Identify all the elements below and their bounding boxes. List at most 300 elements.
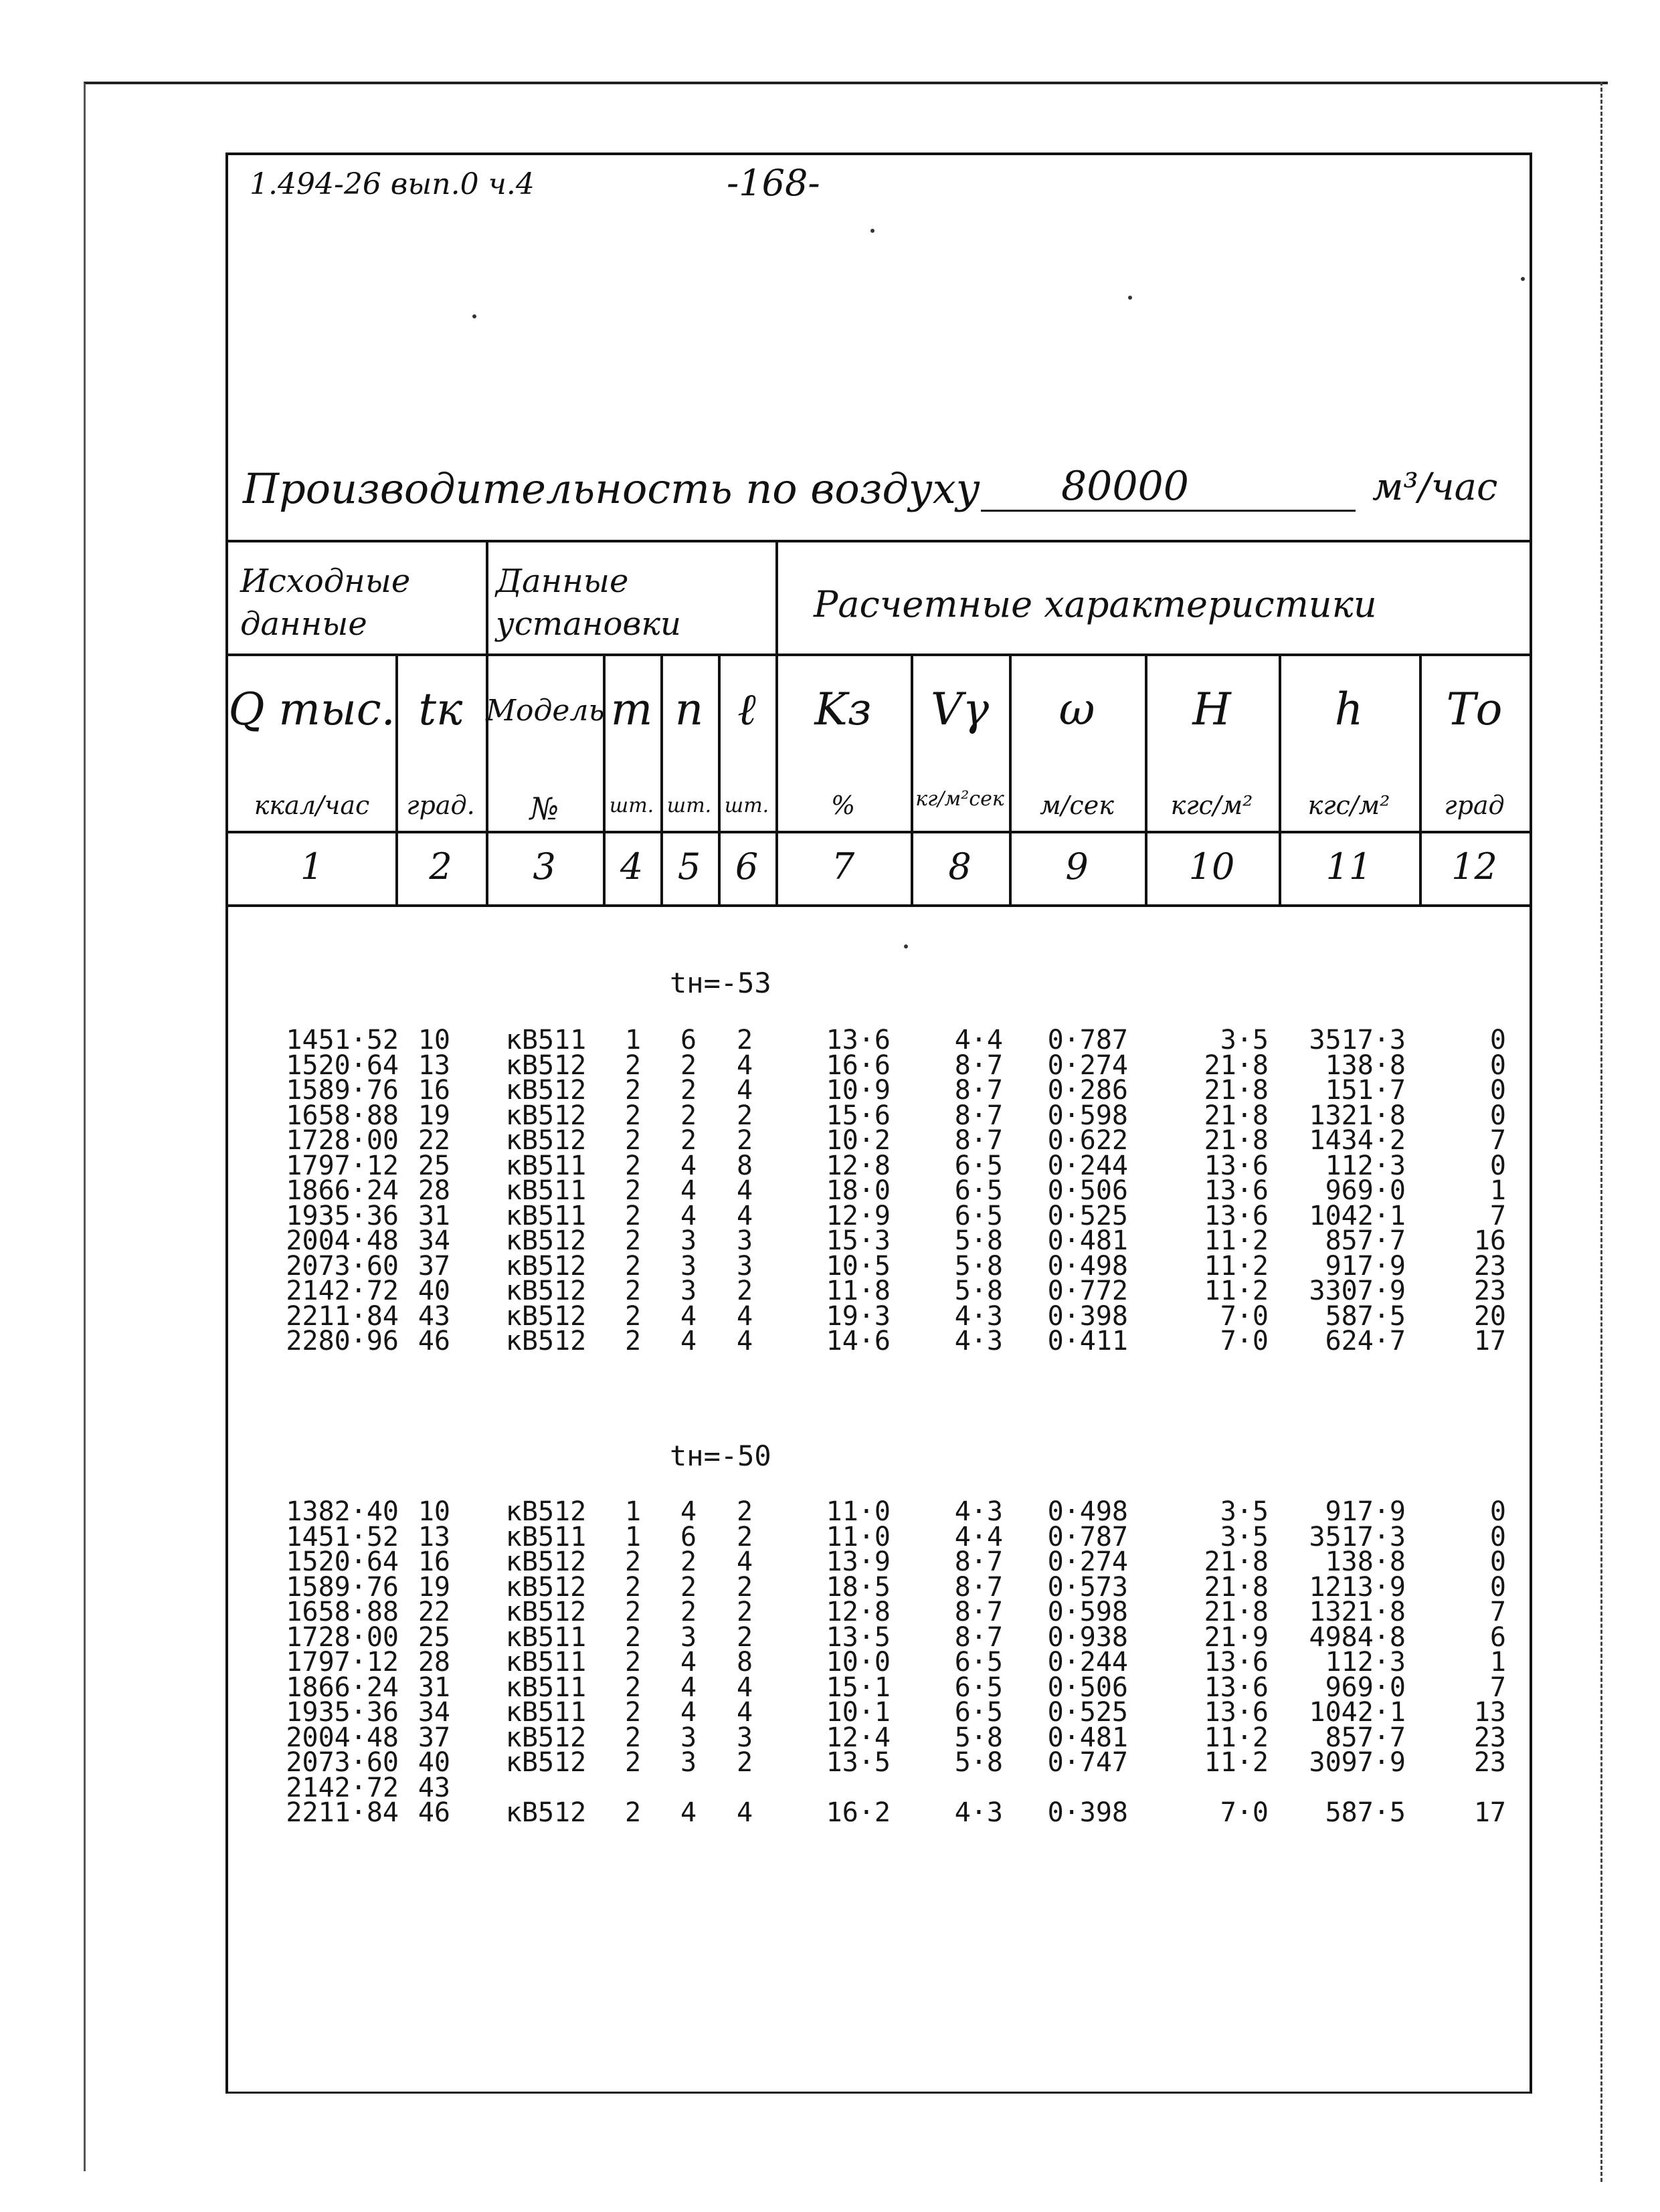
cell-col-11: 1321·8 (1309, 1597, 1406, 1627)
table-row (228, 1672, 1530, 1703)
cell-col-6: 2 (736, 1747, 753, 1778)
cell-col-3: кВ512 (505, 1075, 587, 1106)
cell-col-2: 28 (418, 1175, 450, 1206)
cell-col-5: 4 (680, 1175, 697, 1206)
cell-col-7: 10·9 (826, 1075, 891, 1106)
cell-col-1: 2004·48 (286, 1722, 399, 1753)
cell-col-6: 2 (736, 1496, 753, 1527)
cell-col-7: 12·4 (826, 1722, 891, 1753)
cell-col-7: 18·5 (826, 1572, 891, 1603)
cell-col-1: 1866·24 (286, 1175, 399, 1206)
cell-col-12: 23 (1473, 1747, 1506, 1778)
cell-col-5: 2 (680, 1572, 697, 1603)
col-1-symbol: Q тыс. (228, 684, 395, 735)
cell-col-4: 2 (624, 1276, 642, 1306)
cell-col-8: 8·7 (954, 1050, 1003, 1081)
table-row (228, 1572, 1530, 1603)
cell-col-6: 4 (736, 1797, 753, 1828)
cell-col-1: 2211·84 (286, 1797, 399, 1828)
cell-col-10: 3·5 (1220, 1496, 1269, 1527)
cell-col-7: 16·6 (826, 1050, 891, 1081)
cell-col-11: 969·0 (1325, 1672, 1406, 1703)
cell-col-3: кВ512 (505, 1747, 587, 1778)
cell-col-2: 19 (418, 1100, 450, 1131)
cell-col-7: 12·9 (826, 1201, 891, 1231)
cell-col-11: 1042·1 (1309, 1697, 1406, 1728)
cell-col-1: 1589·76 (286, 1572, 399, 1603)
table-row (228, 1100, 1530, 1131)
cell-col-8: 6·5 (954, 1150, 1003, 1181)
cell-col-8: 4·4 (954, 1522, 1003, 1552)
cell-col-10: 21·8 (1204, 1100, 1269, 1131)
col-5-number: 5 (677, 845, 701, 888)
cell-col-5: 3 (680, 1722, 697, 1753)
cell-col-12: 23 (1473, 1276, 1506, 1306)
cell-col-9: 0·498 (1047, 1251, 1128, 1282)
cell-col-8: 5·8 (954, 1225, 1003, 1256)
table-row (228, 1075, 1530, 1106)
cell-col-9: 0·286 (1047, 1075, 1128, 1106)
cell-col-11: 1042·1 (1309, 1201, 1406, 1231)
col-1-number: 1 (300, 845, 324, 888)
cell-col-9: 0·481 (1047, 1225, 1128, 1256)
cell-col-5: 4 (680, 1326, 697, 1356)
cell-col-10: 11·2 (1204, 1747, 1269, 1778)
cell-col-7: 18·0 (826, 1175, 891, 1206)
cell-col-7: 15·1 (826, 1672, 891, 1703)
cell-col-1: 2142·72 (286, 1276, 399, 1306)
col-9-number: 9 (1065, 845, 1089, 888)
cell-col-6: 2 (736, 1276, 753, 1306)
cell-col-8: 4·3 (954, 1326, 1003, 1356)
cell-col-12: 6 (1489, 1622, 1506, 1653)
cell-col-6: 4 (736, 1326, 753, 1356)
cell-col-8: 8·7 (954, 1075, 1003, 1106)
cell-col-11: 587·5 (1325, 1301, 1406, 1332)
cell-col-11: 138·8 (1325, 1050, 1406, 1081)
cell-col-12: 13 (1473, 1697, 1506, 1728)
cell-col-1: 2211·84 (286, 1301, 399, 1332)
cell-col-11: 3307·9 (1309, 1276, 1406, 1306)
scan-speck (1128, 296, 1132, 300)
cell-col-6: 2 (736, 1100, 753, 1131)
col-11-unit: кгс/м² (1307, 791, 1390, 820)
cell-col-1: 2073·60 (286, 1251, 399, 1282)
header-bottom-rule (228, 904, 1530, 907)
table-row (228, 1622, 1530, 1653)
cell-col-8: 6·5 (954, 1672, 1003, 1703)
cell-col-4: 2 (624, 1697, 642, 1728)
cell-col-6: 2 (736, 1622, 753, 1653)
cell-col-5: 2 (680, 1075, 697, 1106)
cell-col-8: 6·5 (954, 1647, 1003, 1678)
cell-col-7: 10·5 (826, 1251, 891, 1282)
cell-col-12: 7 (1489, 1597, 1506, 1627)
cell-col-2: 25 (418, 1150, 450, 1181)
cell-col-11: 1434·2 (1309, 1125, 1406, 1156)
cell-col-3: кВ511 (505, 1150, 587, 1181)
cell-col-11: 917·9 (1325, 1496, 1406, 1527)
cell-col-12: 0 (1489, 1572, 1506, 1603)
cell-col-10: 13·6 (1204, 1672, 1269, 1703)
cell-col-1: 2004·48 (286, 1225, 399, 1256)
cell-col-2: 16 (418, 1075, 450, 1106)
cell-col-3: кВ511 (505, 1201, 587, 1231)
cell-col-8: 8·7 (954, 1125, 1003, 1156)
cell-col-5: 2 (680, 1050, 697, 1081)
cell-col-3: кВ512 (505, 1125, 587, 1156)
cell-col-4: 2 (624, 1150, 642, 1181)
cell-col-2: 43 (418, 1773, 450, 1803)
cell-col-10: 11·2 (1204, 1251, 1269, 1282)
cell-col-9: 0·747 (1047, 1747, 1128, 1778)
cell-col-2: 46 (418, 1326, 450, 1356)
drawing-sheet (225, 153, 1532, 2094)
cell-col-10: 21·8 (1204, 1075, 1269, 1106)
cell-col-7: 13·5 (826, 1622, 891, 1653)
table-row (228, 1301, 1530, 1332)
cell-col-1: 1451·52 (286, 1522, 399, 1552)
cell-col-9: 0·787 (1047, 1025, 1128, 1055)
cell-col-11: 624·7 (1325, 1326, 1406, 1356)
table-row (228, 1496, 1530, 1527)
col-11-symbol: h (1334, 684, 1364, 735)
col-7-symbol: Kз (814, 684, 872, 735)
cell-col-5: 4 (680, 1301, 697, 1332)
table-row (228, 1201, 1530, 1231)
cell-col-5: 3 (680, 1276, 697, 1306)
cell-col-5: 4 (680, 1496, 697, 1527)
cell-col-1: 1658·88 (286, 1597, 399, 1627)
cell-col-8: 6·5 (954, 1175, 1003, 1206)
group-unit-data: Данные установки (496, 563, 681, 643)
cell-col-2: 34 (418, 1225, 450, 1256)
cell-col-5: 6 (680, 1522, 697, 1552)
cell-col-2: 34 (418, 1697, 450, 1728)
cell-col-9: 0·506 (1047, 1672, 1128, 1703)
cell-col-12: 0 (1489, 1522, 1506, 1552)
col-5-unit: шт. (666, 794, 712, 817)
cell-col-4: 2 (624, 1301, 642, 1332)
cell-col-12: 0 (1489, 1075, 1506, 1106)
cell-col-6: 2 (736, 1025, 753, 1055)
cell-col-2: 10 (418, 1025, 450, 1055)
cell-col-9: 0·244 (1047, 1150, 1128, 1181)
cell-col-7: 15·6 (826, 1100, 891, 1131)
cell-col-1: 1658·88 (286, 1100, 399, 1131)
cell-col-4: 2 (624, 1125, 642, 1156)
cell-col-10: 7·0 (1220, 1326, 1269, 1356)
cell-col-6: 3 (736, 1251, 753, 1282)
table-row (228, 1050, 1530, 1081)
cell-col-12: 0 (1489, 1050, 1506, 1081)
section-tn-53-rows (228, 1025, 1530, 1356)
cell-col-5: 2 (680, 1125, 697, 1156)
cell-col-11: 1321·8 (1309, 1100, 1406, 1131)
cell-col-1: 1797·12 (286, 1647, 399, 1678)
cell-col-4: 2 (624, 1075, 642, 1106)
cell-col-2: 31 (418, 1672, 450, 1703)
col-2-unit: град. (406, 791, 475, 820)
cell-col-4: 2 (624, 1251, 642, 1282)
cell-col-11: 3097·9 (1309, 1747, 1406, 1778)
col-9-unit: м/сек (1040, 791, 1114, 820)
cell-col-3: кВ512 (505, 1251, 587, 1282)
cell-col-8: 5·8 (954, 1747, 1003, 1778)
cell-col-12: 1 (1489, 1647, 1506, 1678)
cell-col-7: 16·2 (826, 1797, 891, 1828)
cell-col-10: 21·9 (1204, 1622, 1269, 1653)
cell-col-3: кВ512 (505, 1276, 587, 1306)
col-2-symbol: tк (418, 684, 463, 735)
cell-col-7: 13·5 (826, 1747, 891, 1778)
cell-col-12: 17 (1473, 1797, 1506, 1828)
page-number: -168- (727, 162, 820, 204)
cell-col-9: 0·411 (1047, 1326, 1128, 1356)
cell-col-11: 138·8 (1325, 1546, 1406, 1577)
cell-col-8: 8·7 (954, 1100, 1003, 1131)
cell-col-10: 11·2 (1204, 1276, 1269, 1306)
cell-col-6: 8 (736, 1647, 753, 1678)
cell-col-9: 0·506 (1047, 1175, 1128, 1206)
cell-col-4: 2 (624, 1546, 642, 1577)
cell-col-1: 1589·76 (286, 1075, 399, 1106)
table-row (228, 1125, 1530, 1156)
cell-col-10: 13·6 (1204, 1201, 1269, 1231)
cell-col-10: 13·6 (1204, 1150, 1269, 1181)
cell-col-5: 4 (680, 1697, 697, 1728)
scan-speck (472, 314, 476, 318)
cell-col-2: 16 (418, 1546, 450, 1577)
cell-col-7: 11·0 (826, 1522, 891, 1552)
cell-col-7: 13·6 (826, 1025, 891, 1055)
cell-col-12: 23 (1473, 1251, 1506, 1282)
cell-col-10: 21·8 (1204, 1125, 1269, 1156)
cell-col-2: 28 (418, 1647, 450, 1678)
cell-col-10: 3·5 (1220, 1025, 1269, 1055)
cell-col-4: 2 (624, 1050, 642, 1081)
section-tn-50-rows (228, 1496, 1530, 1844)
cell-col-12: 23 (1473, 1722, 1506, 1753)
cell-col-5: 2 (680, 1546, 697, 1577)
cell-col-5: 4 (680, 1201, 697, 1231)
cell-col-1: 1520·64 (286, 1050, 399, 1081)
cell-col-7: 19·3 (826, 1301, 891, 1332)
cell-col-5: 3 (680, 1622, 697, 1653)
cell-col-1: 1797·12 (286, 1150, 399, 1181)
cell-col-9: 0·481 (1047, 1722, 1128, 1753)
cell-col-11: 3517·3 (1309, 1522, 1406, 1552)
cell-col-6: 2 (736, 1522, 753, 1552)
cell-col-4: 2 (624, 1100, 642, 1131)
cell-col-6: 4 (736, 1697, 753, 1728)
col-3-number: 3 (533, 845, 556, 888)
cell-col-4: 2 (624, 1175, 642, 1206)
cell-col-1: 1728·00 (286, 1622, 399, 1653)
cell-col-10: 13·6 (1204, 1697, 1269, 1728)
table-row (228, 1276, 1530, 1306)
col-11-number: 11 (1325, 845, 1372, 888)
cell-col-11: 857·7 (1325, 1722, 1406, 1753)
col-10-number: 10 (1188, 845, 1235, 888)
cell-col-11: 969·0 (1325, 1175, 1406, 1206)
col-4-number: 4 (620, 845, 644, 888)
cell-col-8: 8·7 (954, 1597, 1003, 1627)
cell-col-12: 0 (1489, 1546, 1506, 1577)
cell-col-5: 4 (680, 1797, 697, 1828)
cell-col-10: 7·0 (1220, 1301, 1269, 1332)
cell-col-3: кВ512 (505, 1326, 587, 1356)
cell-col-3: кВ511 (505, 1622, 587, 1653)
cell-col-11: 857·7 (1325, 1225, 1406, 1256)
cell-col-12: 7 (1489, 1201, 1506, 1231)
cell-col-5: 2 (680, 1597, 697, 1627)
cell-col-12: 17 (1473, 1326, 1506, 1356)
cell-col-12: 1 (1489, 1175, 1506, 1206)
cell-col-4: 2 (624, 1722, 642, 1753)
cell-col-11: 112·3 (1325, 1150, 1406, 1181)
cell-col-11: 587·5 (1325, 1797, 1406, 1828)
cell-col-8: 4·4 (954, 1025, 1003, 1055)
cell-col-6: 4 (736, 1201, 753, 1231)
cell-col-7: 12·8 (826, 1150, 891, 1181)
cell-col-4: 2 (624, 1647, 642, 1678)
cell-col-4: 1 (624, 1496, 642, 1527)
cell-col-1: 1935·36 (286, 1201, 399, 1231)
cell-col-4: 2 (624, 1797, 642, 1828)
cell-col-2: 37 (418, 1722, 450, 1753)
col-2-number: 2 (429, 845, 452, 888)
col-3-unit: № (529, 791, 559, 827)
cell-col-4: 2 (624, 1622, 642, 1653)
cell-col-9: 0·398 (1047, 1301, 1128, 1332)
cell-col-3: кВ512 (505, 1722, 587, 1753)
cell-col-10: 21·8 (1204, 1050, 1269, 1081)
group-rule (228, 653, 1530, 656)
col-6-symbol: ℓ (737, 684, 756, 735)
cell-col-3: кВ511 (505, 1672, 587, 1703)
table-row (228, 1597, 1530, 1627)
cell-col-6: 3 (736, 1225, 753, 1256)
cell-col-3: кВ512 (505, 1572, 587, 1603)
cell-col-9: 0·525 (1047, 1697, 1128, 1728)
cell-col-6: 2 (736, 1597, 753, 1627)
col-7-unit: % (830, 791, 856, 820)
cell-col-12: 16 (1473, 1225, 1506, 1256)
cell-col-9: 0·622 (1047, 1125, 1128, 1156)
cell-col-6: 4 (736, 1175, 753, 1206)
col-5-symbol: n (674, 684, 704, 735)
cell-col-12: 0 (1489, 1496, 1506, 1527)
cell-col-2: 10 (418, 1496, 450, 1527)
cell-col-5: 3 (680, 1225, 697, 1256)
cell-col-3: кВ511 (505, 1175, 587, 1206)
cell-col-2: 25 (418, 1622, 450, 1653)
table-row (228, 1647, 1530, 1678)
cell-col-1: 2142·72 (286, 1773, 399, 1803)
cell-col-4: 1 (624, 1025, 642, 1055)
cell-col-5: 3 (680, 1251, 697, 1282)
cell-col-6: 4 (736, 1301, 753, 1332)
cell-col-3: кВ512 (505, 1597, 587, 1627)
cell-col-10: 3·5 (1220, 1522, 1269, 1552)
table-row (228, 1546, 1530, 1577)
cell-col-6: 2 (736, 1572, 753, 1603)
outer-page-frame-right (1600, 82, 1602, 2182)
cell-col-3: кВ511 (505, 1697, 587, 1728)
table-row (228, 1773, 1530, 1803)
col-8-unit: кг/м²сек (915, 787, 1004, 811)
group-calculated-characteristics: Расчетные характеристики (814, 583, 1377, 625)
cell-col-9: 0·787 (1047, 1522, 1128, 1552)
units-rule (228, 831, 1530, 833)
col-9-symbol: ω (1058, 684, 1095, 735)
cell-col-10: 21·8 (1204, 1546, 1269, 1577)
cell-col-7: 14·6 (826, 1326, 891, 1356)
cell-col-9: 0·598 (1047, 1597, 1128, 1627)
cell-col-3: кВ511 (505, 1025, 587, 1055)
cell-col-8: 8·7 (954, 1622, 1003, 1653)
col-12-symbol: Tо (1446, 684, 1503, 735)
cell-col-3: кВ512 (505, 1496, 587, 1527)
cell-col-2: 31 (418, 1201, 450, 1231)
cell-col-2: 40 (418, 1276, 450, 1306)
cell-col-1: 1451·52 (286, 1025, 399, 1055)
cell-col-1: 1520·64 (286, 1546, 399, 1577)
cell-col-8: 4·3 (954, 1496, 1003, 1527)
cell-col-4: 2 (624, 1747, 642, 1778)
cell-col-6: 3 (736, 1722, 753, 1753)
cell-col-1: 2073·60 (286, 1747, 399, 1778)
cell-col-9: 0·398 (1047, 1797, 1128, 1828)
cell-col-11: 112·3 (1325, 1647, 1406, 1678)
cell-col-6: 8 (736, 1150, 753, 1181)
cell-col-3: кВ512 (505, 1225, 587, 1256)
table-row (228, 1150, 1530, 1181)
cell-col-7: 12·8 (826, 1597, 891, 1627)
group-source-data: Исходные данные (240, 563, 411, 643)
cell-col-2: 22 (418, 1125, 450, 1156)
cell-col-11: 151·7 (1325, 1075, 1406, 1106)
table-top-rule (228, 540, 1530, 542)
cell-col-12: 0 (1489, 1025, 1506, 1055)
cell-col-3: кВ512 (505, 1050, 587, 1081)
cell-col-10: 11·2 (1204, 1722, 1269, 1753)
production-label: Производительность по воздуху (243, 464, 980, 513)
cell-col-9: 0·573 (1047, 1572, 1128, 1603)
cell-col-2: 19 (418, 1572, 450, 1603)
col-7-number: 7 (831, 845, 855, 888)
scan-speck (904, 944, 908, 948)
cell-col-2: 13 (418, 1050, 450, 1081)
cell-col-8: 6·5 (954, 1697, 1003, 1728)
cell-col-4: 2 (624, 1672, 642, 1703)
scan-speck (870, 229, 874, 233)
cell-col-10: 11·2 (1204, 1225, 1269, 1256)
cell-col-1: 1866·24 (286, 1672, 399, 1703)
cell-col-7: 10·2 (826, 1125, 891, 1156)
cell-col-12: 7 (1489, 1672, 1506, 1703)
table-row (228, 1326, 1530, 1356)
cell-col-10: 13·6 (1204, 1647, 1269, 1678)
section-label-tn-50: tн=-50 (670, 1439, 771, 1472)
cell-col-8: 5·8 (954, 1276, 1003, 1306)
cell-col-7: 11·8 (826, 1276, 891, 1306)
cell-col-11: 3517·3 (1309, 1025, 1406, 1055)
cell-col-11: 917·9 (1325, 1251, 1406, 1282)
cell-col-10: 7·0 (1220, 1797, 1269, 1828)
cell-col-9: 0·598 (1047, 1100, 1128, 1131)
